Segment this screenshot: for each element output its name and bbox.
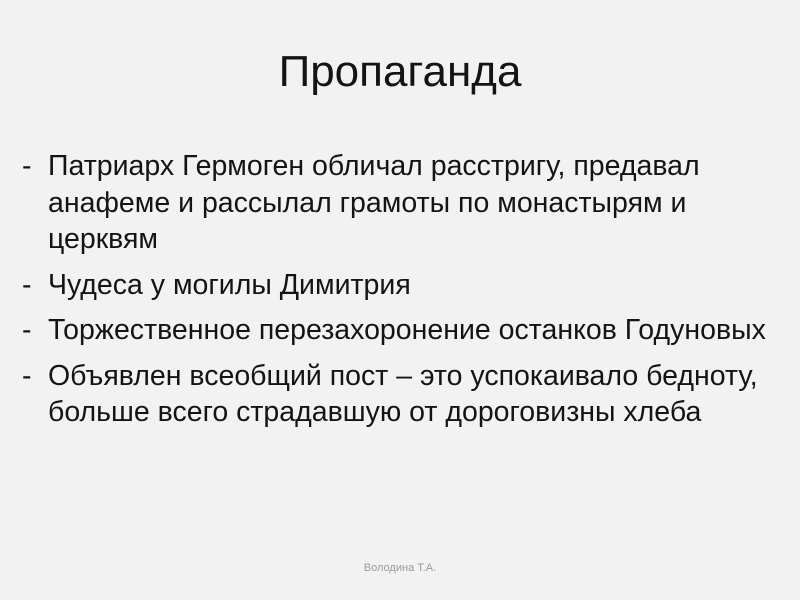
bullet-item xyxy=(0,358,800,431)
bullet-item xyxy=(0,312,800,349)
bullet-text: Торжественное перезахоронение останков Годуновых xyxy=(48,314,766,346)
bullet-text: Чудеса у могилы Димитрия xyxy=(48,268,411,301)
bullet-item xyxy=(0,148,800,258)
bullet-item xyxy=(0,267,800,304)
bullet-marker: - xyxy=(22,359,32,392)
bullet-list xyxy=(0,148,800,440)
bullet-text: Патриарх Гермоген обличал расстригу, предавал анафеме и рассылал грамоты по монастырям и церквям xyxy=(48,150,700,255)
bullet-marker: - xyxy=(22,268,32,301)
bullet-marker: - xyxy=(22,314,32,346)
slide-title: Пропаганда xyxy=(278,47,522,96)
slide-footer-author: Володина Т.А. xyxy=(363,562,437,574)
bullet-marker: - xyxy=(22,150,32,182)
bullet-text: Объявлен всеобщий пост – это успокаивало бедноту, больше всего страдавшую от дороговизны хлеба xyxy=(48,359,758,428)
